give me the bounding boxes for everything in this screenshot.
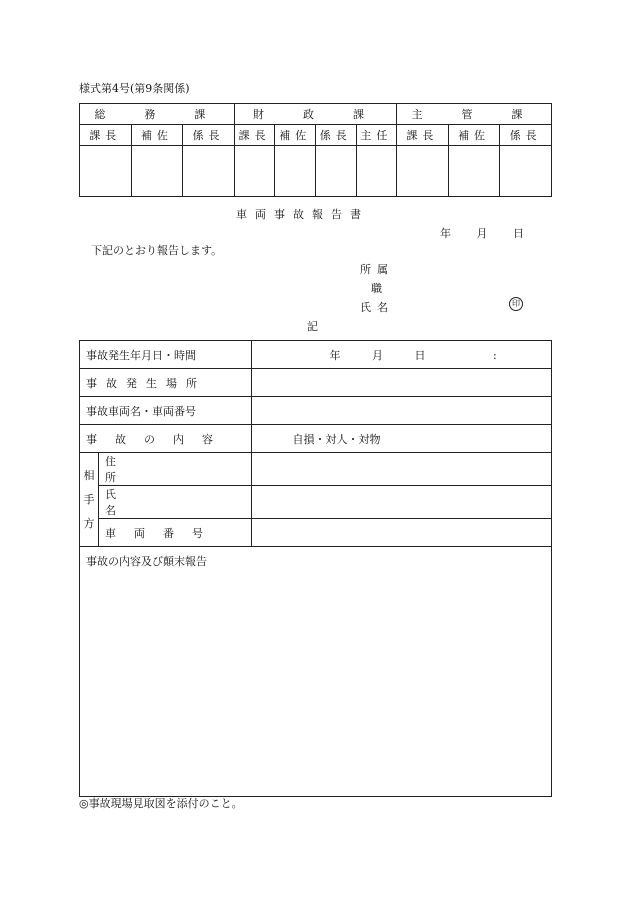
vehicle-label: 事故車両名・車両番号 — [80, 397, 252, 425]
stamp-box[interactable] — [275, 146, 316, 197]
form-number: 様式第4号(第9条関係) — [79, 82, 190, 95]
title-cell: 課長 — [234, 125, 275, 146]
stamp-box[interactable] — [397, 146, 449, 197]
title-cell: 補佐 — [448, 125, 500, 146]
vehicle-field[interactable] — [251, 397, 552, 425]
stamp-box[interactable] — [500, 146, 552, 197]
place-field[interactable] — [251, 369, 552, 397]
title-cell: 係長 — [183, 125, 235, 146]
date-day: 日 — [513, 227, 524, 240]
date-month: 月 — [476, 227, 488, 240]
stamp-box[interactable] — [234, 146, 275, 197]
content-value: 自損・対人・対物 — [292, 432, 381, 446]
ki-heading: 記 — [307, 320, 318, 333]
title-cell: 補佐 — [275, 125, 316, 146]
plate-field[interactable] — [251, 519, 552, 547]
stamp-box[interactable] — [356, 146, 397, 197]
other-party-char: 相 — [83, 468, 95, 482]
detail-report-area[interactable] — [80, 547, 552, 797]
reporter-name-label: 氏名 — [360, 301, 394, 314]
seal-mark: 印 — [509, 297, 523, 311]
department-responsible: 主 管 課 — [397, 104, 552, 125]
reporter-affiliation-label: 所属 — [360, 263, 394, 276]
content-field[interactable] — [251, 425, 552, 453]
name-field[interactable] — [251, 486, 552, 519]
intro-text: 下記のとおり報告します。 — [91, 244, 223, 257]
title-cell: 係長 — [500, 125, 552, 146]
name-label: 氏名 — [99, 486, 252, 519]
report-title: 車両事故報告書 — [236, 208, 369, 221]
place-label: 事故発生場所 — [80, 369, 252, 397]
content-label: 事故の内容 — [80, 425, 252, 453]
datetime-year: 年 — [329, 348, 341, 362]
other-party-char: 方 — [83, 516, 95, 530]
reporter-position-label: 職 — [371, 282, 382, 295]
footnote: ◎事故現場見取図を添付のこと。 — [79, 797, 243, 810]
other-party-label — [80, 453, 99, 547]
stamp-box[interactable] — [448, 146, 500, 197]
address-label: 住所 — [99, 453, 252, 486]
other-party-char: 手 — [83, 492, 95, 506]
title-cell: 補佐 — [131, 125, 183, 146]
title-cell: 課長 — [80, 125, 132, 146]
report-date — [440, 225, 546, 241]
address-field[interactable] — [251, 453, 552, 486]
title-cell: 係長 — [316, 125, 357, 146]
stamp-box[interactable] — [316, 146, 357, 197]
plate-label: 車両番号 — [99, 519, 252, 547]
stamp-box[interactable] — [80, 146, 132, 197]
title-cell: 主任 — [356, 125, 397, 146]
datetime-day: 日 — [414, 348, 426, 362]
accident-details-table — [79, 340, 552, 797]
approval-stamp-table — [79, 103, 552, 197]
datetime-field[interactable] — [251, 341, 552, 369]
title-cell: 課長 — [397, 125, 449, 146]
datetime-colon: : — [493, 348, 497, 362]
stamp-box[interactable] — [131, 146, 183, 197]
detail-label: 事故の内容及び顛末報告 — [86, 555, 207, 568]
stamp-box[interactable] — [183, 146, 235, 197]
department-finance: 財 政 課 — [234, 104, 396, 125]
datetime-label: 事故発生年月日・時間 — [80, 341, 252, 369]
datetime-month: 月 — [372, 348, 383, 362]
department-general-affairs: 総 務 課 — [80, 104, 235, 125]
date-year: 年 — [440, 227, 451, 240]
